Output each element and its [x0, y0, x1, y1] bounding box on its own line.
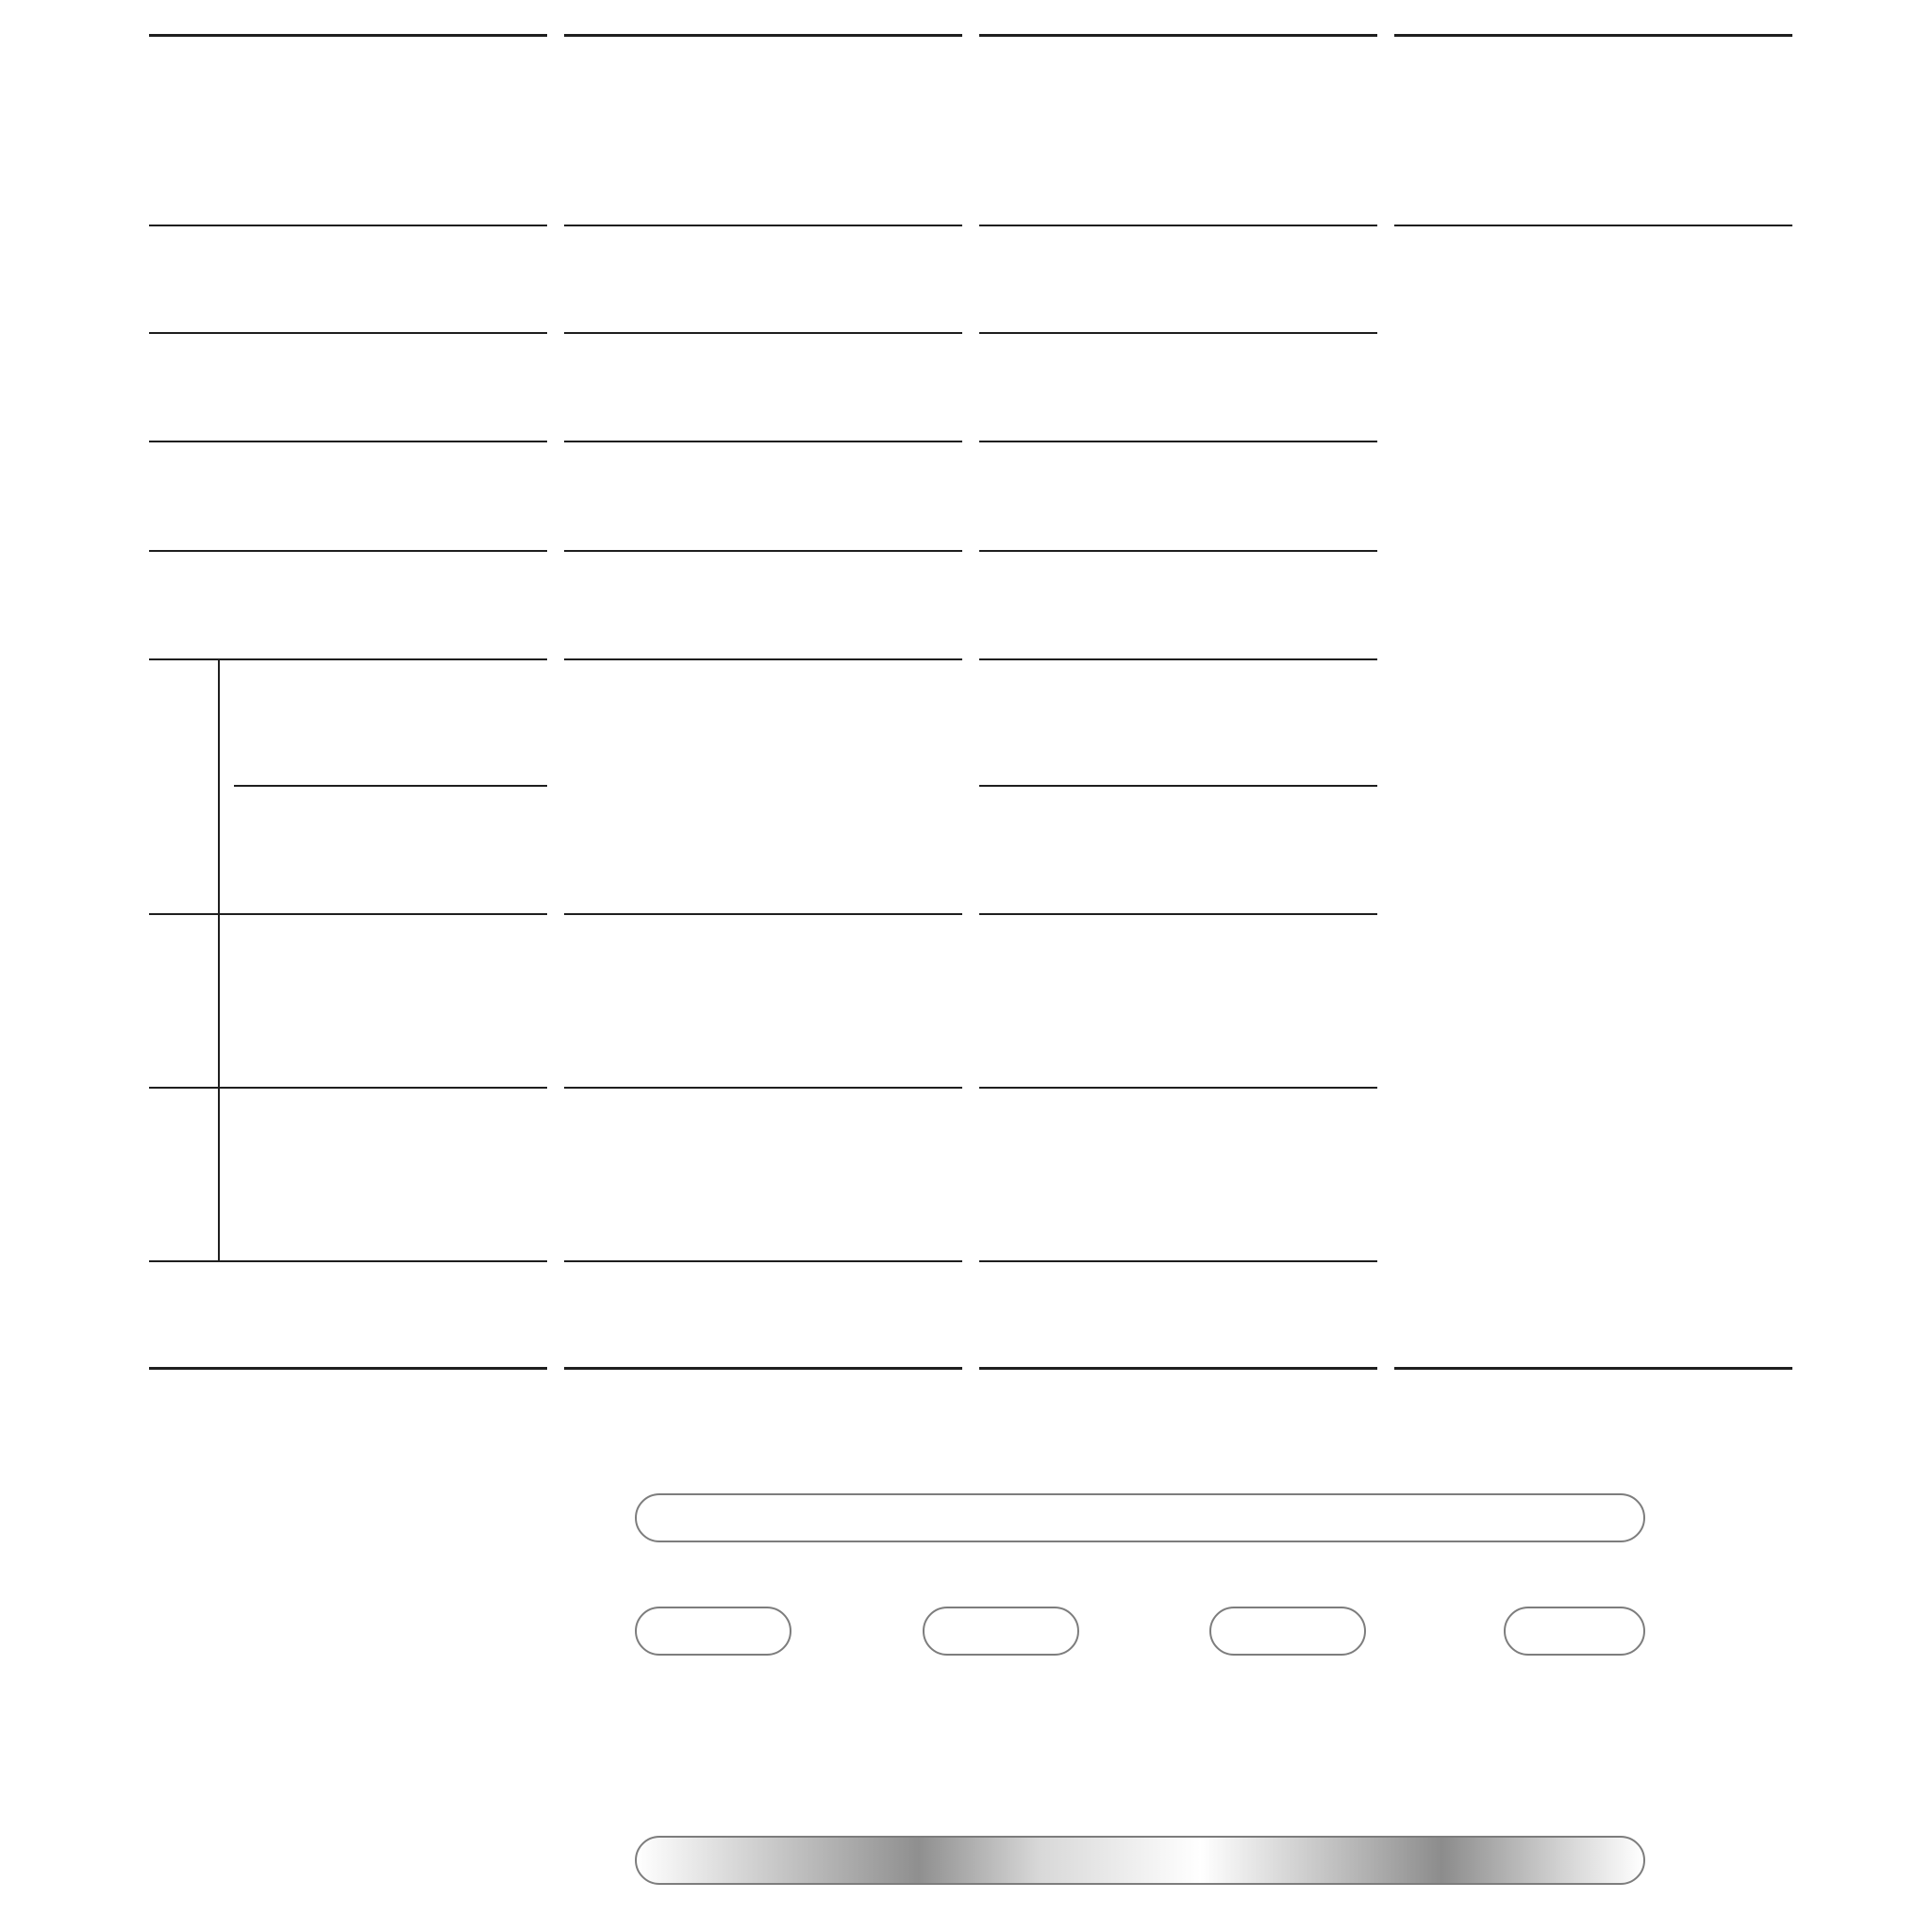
- row4-petal-rainbow: [979, 552, 1377, 658]
- row5-petal-motion2: [979, 787, 1377, 913]
- row4-center: [564, 552, 962, 658]
- blink-pill-icon: [1209, 1607, 1366, 1656]
- header-button-click: [149, 36, 547, 225]
- row5-center: [564, 660, 962, 913]
- row2-center: [564, 334, 962, 441]
- row6-petal: [979, 915, 1377, 1087]
- rule-bottom-c3: [979, 1367, 1377, 1370]
- row3-button: [149, 442, 547, 550]
- row1-petal: [979, 226, 1377, 332]
- rule-bottom-c2: [564, 1367, 962, 1370]
- row6-button: [149, 915, 218, 1087]
- header-petal: [979, 36, 1377, 225]
- flow-gradient-pill-icon: [635, 1836, 1645, 1885]
- row6-motion: [220, 915, 547, 1087]
- row5-motion2: [220, 787, 547, 913]
- row6-center: [564, 915, 962, 1087]
- row7-button: [149, 1089, 218, 1260]
- blink-pill-icon: [635, 1607, 791, 1656]
- blink-pill-icon: [923, 1607, 1079, 1656]
- row8-button: [149, 1262, 547, 1367]
- row8-petal: [979, 1262, 1377, 1367]
- row5-petal-motion1: [979, 660, 1377, 785]
- row3-petal: [979, 442, 1377, 550]
- row7-center: [564, 1089, 962, 1260]
- row2-button: [149, 334, 547, 441]
- header-center: [564, 36, 962, 225]
- row4-button: [149, 552, 547, 658]
- light-on-pill-icon: [635, 1493, 1645, 1542]
- blink-pill-icon: [1504, 1607, 1645, 1656]
- row5-motion1: [220, 660, 547, 785]
- row3-center: [564, 442, 962, 550]
- row5-button: [149, 660, 218, 913]
- row2-petal: [979, 334, 1377, 441]
- header-flash: [1394, 36, 1792, 225]
- flash-long-press: [1394, 226, 1819, 1367]
- row8-center: [564, 1262, 962, 1367]
- row1-center: [564, 226, 962, 332]
- rule-bottom-c1: [149, 1367, 547, 1370]
- row7-motion: [220, 1089, 547, 1260]
- row7-petal: [979, 1089, 1377, 1260]
- rule-bottom-c4: [1394, 1367, 1792, 1370]
- row1-button: [149, 226, 547, 332]
